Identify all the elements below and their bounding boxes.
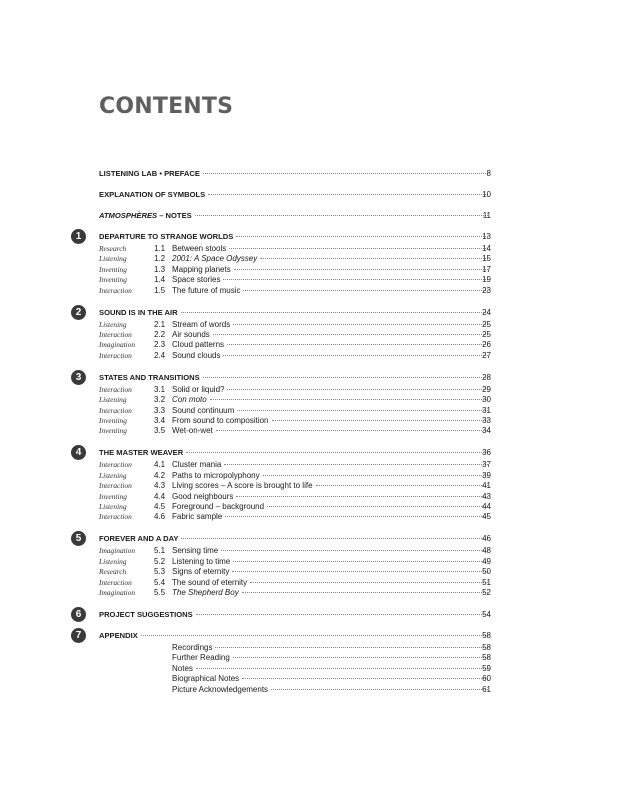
item-index: 1.5 <box>154 285 166 295</box>
activity-category: Inventing <box>99 491 127 501</box>
page-number: 28 <box>482 372 491 382</box>
dot-leader <box>227 344 488 345</box>
dot-leader <box>223 355 488 356</box>
section-title: THE MASTER WEAVER <box>99 448 184 458</box>
item-title: Notes <box>172 663 193 673</box>
toc-item-row[interactable] <box>0 350 620 362</box>
item-title: The sound of eternity <box>172 577 248 587</box>
toc-item-entry <box>172 587 491 599</box>
toc-section-entry <box>99 447 491 459</box>
item-title: From sound to composition <box>172 416 269 425</box>
toc-section-row[interactable] <box>0 210 620 222</box>
page-number: 50 <box>482 567 491 577</box>
item-index: 5.5 <box>154 588 166 597</box>
dot-leader <box>260 258 488 259</box>
page-number: 43 <box>482 491 491 501</box>
section-title: STATES AND TRANSITIONS <box>99 372 200 382</box>
item-title: Cluster mania <box>172 460 222 470</box>
toc-item-row[interactable] <box>0 285 620 297</box>
section-title: FOREVER AND A DAY <box>99 534 179 544</box>
page-number: 41 <box>482 481 491 491</box>
activity-category: Interaction <box>99 405 132 415</box>
dot-leader <box>236 236 488 237</box>
dot-leader <box>196 668 488 669</box>
toc-item-entry <box>172 511 491 523</box>
item-title: Good neighbours <box>172 491 234 501</box>
section-title: SOUND IS IN THE AIR <box>99 307 178 317</box>
toc-section-entry <box>99 372 491 384</box>
page-number: 58 <box>482 653 491 663</box>
item-index: 1.2 <box>154 254 166 264</box>
toc-section-row[interactable] <box>0 372 620 384</box>
page-number: 39 <box>482 470 491 480</box>
item-title: Wet-on-wet <box>172 426 213 436</box>
toc-section-entry <box>99 231 491 243</box>
activity-category: Interaction <box>99 350 132 360</box>
activity-category: Listening <box>99 556 127 566</box>
toc-section-entry <box>99 210 491 222</box>
page-number: 24 <box>482 307 491 317</box>
toc-section-row[interactable] <box>0 630 620 642</box>
page-title: CONTENTS <box>99 94 234 119</box>
page-number: 58 <box>482 643 491 652</box>
dot-leader <box>210 399 488 400</box>
dot-leader <box>203 173 488 174</box>
dot-leader <box>181 538 488 539</box>
dot-leader <box>221 550 488 551</box>
item-index: 5.3 <box>154 567 166 577</box>
section-title <box>99 210 192 222</box>
activity-category: Inventing <box>99 275 127 285</box>
page-number: 19 <box>482 275 491 285</box>
toc-section-row[interactable] <box>0 307 620 319</box>
item-title: 2001: A Space Odyssey <box>172 254 258 264</box>
item-title: Paths to micropolyphony <box>172 470 260 480</box>
page-number: 8 <box>486 169 491 178</box>
chapter-number-badge: 6 <box>71 607 86 622</box>
chapter-number-badge: 4 <box>71 445 86 460</box>
dot-leader <box>213 334 488 335</box>
item-title: The future of music <box>172 285 241 295</box>
page-number: 13 <box>482 232 491 241</box>
item-title: Between stools <box>172 244 227 253</box>
page-number: 49 <box>482 556 491 566</box>
dot-leader <box>223 279 488 280</box>
item-title: Air sounds <box>172 330 210 339</box>
item-index: 5.1 <box>154 546 166 556</box>
toc-section-entry <box>99 533 491 545</box>
activity-category: Research <box>99 567 127 577</box>
item-index: 4.6 <box>154 512 166 522</box>
page-number: 14 <box>482 244 491 253</box>
dot-leader <box>208 194 488 195</box>
activity-category: Listening <box>99 502 127 511</box>
item-index: 3.4 <box>154 416 166 425</box>
item-title: Recordings <box>172 643 213 652</box>
item-title: Foreground – background <box>172 502 265 511</box>
item-title: Solid or liquid? <box>172 384 225 394</box>
dot-leader <box>242 678 488 679</box>
section-title-italic: ATMOSPHÈRES <box>99 211 158 220</box>
page-number: 60 <box>482 674 491 684</box>
item-title: Mapping planets <box>172 264 231 274</box>
page-number: 25 <box>482 319 491 329</box>
dot-leader <box>141 635 488 636</box>
dot-leader <box>233 657 488 658</box>
activity-category: Imagination <box>99 340 136 350</box>
page-number: 25 <box>482 330 491 339</box>
page-number: 33 <box>482 416 491 425</box>
section-title: APPENDIX <box>99 631 138 640</box>
item-title: Living scores – A score is brought to life <box>172 481 313 491</box>
page-number: 44 <box>482 502 491 511</box>
page-number: 29 <box>482 384 491 394</box>
page-number: 52 <box>482 588 491 597</box>
item-title: Con moto <box>172 395 207 405</box>
activity-category: Research <box>99 244 127 253</box>
page-number: 11 <box>482 211 491 220</box>
page-number: 30 <box>482 395 491 405</box>
chapter-number-badge: 3 <box>71 370 86 385</box>
dot-leader <box>203 377 488 378</box>
dot-leader <box>233 324 488 325</box>
page-number: 54 <box>482 610 491 619</box>
dot-leader <box>316 485 488 486</box>
toc-section-row[interactable] <box>0 168 620 180</box>
item-title: Further Reading <box>172 653 230 663</box>
activity-category: Listening <box>99 395 127 405</box>
dot-leader <box>232 571 488 572</box>
item-title: Stream of words <box>172 319 231 329</box>
page-number: 58 <box>482 631 491 640</box>
dot-leader <box>234 269 488 270</box>
activity-category: Interaction <box>99 577 132 587</box>
page-number: 31 <box>482 405 491 415</box>
dot-leader <box>195 215 488 216</box>
item-title: Signs of eternity <box>172 567 230 577</box>
item-title: Biographical Notes <box>172 674 240 684</box>
toc-item-entry <box>172 350 491 362</box>
toc-item-entry <box>172 684 491 696</box>
item-index: 2.2 <box>154 330 166 339</box>
page-number: 36 <box>482 448 491 458</box>
item-index: 3.2 <box>154 395 166 405</box>
item-title: Picture Acknowledgements <box>172 684 269 694</box>
dot-leader <box>196 614 488 615</box>
chapter-number-badge: 5 <box>71 531 86 546</box>
toc-section-entry <box>99 630 491 642</box>
item-title: Space stories <box>172 275 221 285</box>
activity-category: Inventing <box>99 426 127 436</box>
item-title: Sound continuum <box>172 405 235 415</box>
toc-section-entry <box>99 609 491 621</box>
toc-item-entry <box>172 425 491 437</box>
activity-category: Inventing <box>99 264 127 274</box>
activity-category: Listening <box>99 470 127 480</box>
item-index: 1.1 <box>154 244 166 253</box>
toc-section-entry <box>99 189 491 201</box>
item-index: 1.3 <box>154 264 166 274</box>
dot-leader <box>271 689 488 690</box>
page-number: 26 <box>482 340 491 350</box>
item-title: The Shepherd Boy <box>172 588 239 597</box>
dot-leader <box>224 464 488 465</box>
item-index: 5.2 <box>154 556 166 566</box>
activity-category: Inventing <box>99 416 127 425</box>
activity-category: Listening <box>99 254 127 264</box>
item-index: 4.3 <box>154 481 166 491</box>
page-number: 34 <box>482 426 491 436</box>
dot-leader <box>250 582 488 583</box>
chapter-number-badge: 1 <box>71 229 86 244</box>
dot-leader <box>229 248 488 249</box>
toc-item-row[interactable] <box>0 425 620 437</box>
page-number: 46 <box>482 534 491 544</box>
toc-section-entry <box>99 307 491 319</box>
activity-category: Interaction <box>99 384 132 394</box>
activity-category: Interaction <box>99 481 132 491</box>
toc-section-entry <box>99 168 491 180</box>
item-index: 4.1 <box>154 460 166 470</box>
item-title: Sensing time <box>172 546 219 556</box>
dot-leader <box>186 452 488 453</box>
toc-item-entry <box>172 285 491 297</box>
activity-category: Interaction <box>99 460 132 470</box>
item-index: 4.4 <box>154 491 166 501</box>
item-index: 3.5 <box>154 426 166 436</box>
page-number: 48 <box>482 546 491 556</box>
dot-leader <box>242 592 488 593</box>
item-title: Fabric sample <box>172 512 223 522</box>
toc-section-row[interactable] <box>0 231 620 243</box>
item-index: 2.4 <box>154 350 166 360</box>
activity-category: Imagination <box>99 546 136 556</box>
item-index: 4.5 <box>154 502 166 511</box>
activity-category: Interaction <box>99 285 132 295</box>
activity-category: Listening <box>99 319 127 329</box>
activity-category: Interaction <box>99 512 132 522</box>
chapter-number-badge: 7 <box>71 628 86 643</box>
dot-leader <box>216 430 488 431</box>
dot-leader <box>227 389 488 390</box>
dot-leader <box>225 516 488 517</box>
page-number: 27 <box>482 350 491 360</box>
section-title: EXPLANATION OF SYMBOLS <box>99 190 206 199</box>
page-number: 59 <box>482 663 491 673</box>
page-number: 61 <box>482 684 491 694</box>
dot-leader <box>233 561 488 562</box>
toc-item-row[interactable] <box>0 511 620 523</box>
activity-category: Interaction <box>99 330 132 339</box>
item-title: Cloud patterns <box>172 340 225 350</box>
page-number: 37 <box>482 460 491 470</box>
toc-section-row[interactable] <box>0 189 620 201</box>
toc-section-row[interactable] <box>0 447 620 459</box>
dot-leader <box>237 410 488 411</box>
item-index: 5.4 <box>154 577 166 587</box>
toc-item-row[interactable] <box>0 587 620 599</box>
page-number: 17 <box>482 264 491 274</box>
activity-category: Imagination <box>99 588 136 597</box>
dot-leader <box>263 475 488 476</box>
section-title: PROJECT SUGGESTIONS <box>99 610 193 619</box>
dot-leader <box>243 290 488 291</box>
item-index: 3.3 <box>154 405 166 415</box>
dot-leader <box>272 420 489 421</box>
toc-section-row[interactable] <box>0 533 620 545</box>
item-index: 1.4 <box>154 275 166 285</box>
dot-leader <box>181 312 488 313</box>
page-number: 51 <box>482 577 491 587</box>
dot-leader <box>215 647 488 648</box>
item-title: Sound clouds <box>172 350 221 360</box>
item-index: 3.1 <box>154 384 166 394</box>
section-title: LISTENING LAB • PREFACE <box>99 169 200 178</box>
page-number: 23 <box>482 285 491 295</box>
item-index: 4.2 <box>154 470 166 480</box>
toc-item-row[interactable] <box>0 684 620 696</box>
section-title: DEPARTURE TO STRANGE WORLDS <box>99 232 234 241</box>
item-index: 2.3 <box>154 340 166 350</box>
dot-leader <box>267 506 488 507</box>
dot-leader <box>236 496 488 497</box>
page-number: 10 <box>482 190 491 199</box>
section-title-rest: – NOTES <box>157 211 192 220</box>
page-number: 15 <box>482 254 491 264</box>
toc-section-row[interactable] <box>0 609 620 621</box>
item-index: 2.1 <box>154 319 166 329</box>
item-title: Listening to time <box>172 556 231 566</box>
page-number: 45 <box>482 512 491 522</box>
chapter-number-badge: 2 <box>71 305 86 320</box>
